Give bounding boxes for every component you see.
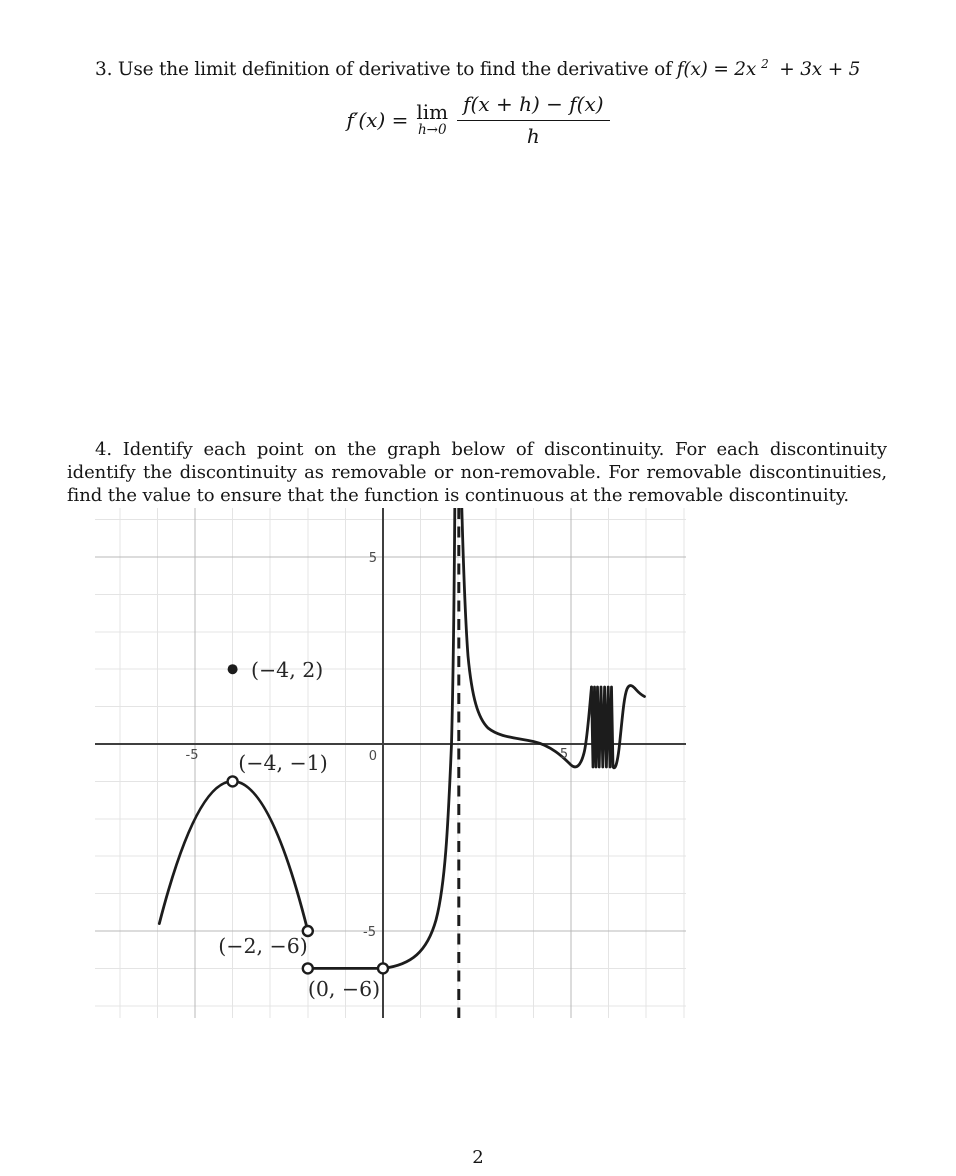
formula-denominator: h: [457, 120, 609, 148]
problem-3-function-lead: f(x) = 2x: [676, 59, 757, 81]
formula-numerator: f(x + h) − f(x): [463, 92, 604, 116]
y-tick-label-neg5: -5: [363, 925, 376, 940]
page-number: 2: [472, 1147, 484, 1168]
point-label-(-4,2): (−4, 2): [251, 658, 324, 682]
point-label-(-4,-1): (−4, −1): [238, 751, 328, 775]
problem-3-function-tail: + 3x + 5: [773, 59, 861, 81]
point-label-(-2,-6): (−2, −6): [218, 934, 308, 958]
problem-4-sentence: 4. Identify each point on the graph below of discontinuity. For each discontinuity identify the discontinuity as removable or non-removable. For removable discontinuities, find the value to ensure that the function is continuous at the removable discontinuity.: [67, 439, 887, 507]
origin-label: 0: [368, 749, 377, 764]
problem-3-sentence: 3. Use the limit definition of derivative to find the derivative of: [95, 59, 672, 81]
open-point-(-4,-1): [228, 776, 238, 786]
curve-fall-from-asymptote: [462, 508, 592, 767]
curve-oscillation-and-hook: [592, 686, 645, 768]
x-tick-label-neg5: -5: [185, 748, 199, 763]
x-tick-label-5: 5: [559, 747, 569, 762]
filled-point-(-4,2): [228, 664, 238, 674]
derivative-limit-formula: [0, 92, 956, 148]
open-point-(-2,-6): [303, 963, 313, 973]
point-labels: [218, 658, 380, 1001]
curve-rise-to-asymptote: [383, 508, 455, 968]
function-graph: [95, 508, 686, 1018]
problem-3-text: [95, 57, 860, 80]
y-tick-label-5: 5: [368, 551, 377, 566]
problem-3-function-exponent: 2: [761, 57, 769, 71]
formula-lim-word: lim: [416, 100, 449, 125]
axis-tick-labels: [186, 551, 569, 940]
formula-limit: [416, 102, 448, 138]
formula-lhs: f′(x) =: [346, 108, 409, 132]
point-label-(0,-6): (0, −6): [307, 977, 381, 1001]
formula-fraction: [457, 92, 609, 148]
function-curve: [159, 508, 644, 968]
open-point-(0,-6): [378, 963, 388, 973]
problem-4-text: [67, 438, 887, 508]
formula-lim-subscript: h→0: [417, 122, 447, 139]
